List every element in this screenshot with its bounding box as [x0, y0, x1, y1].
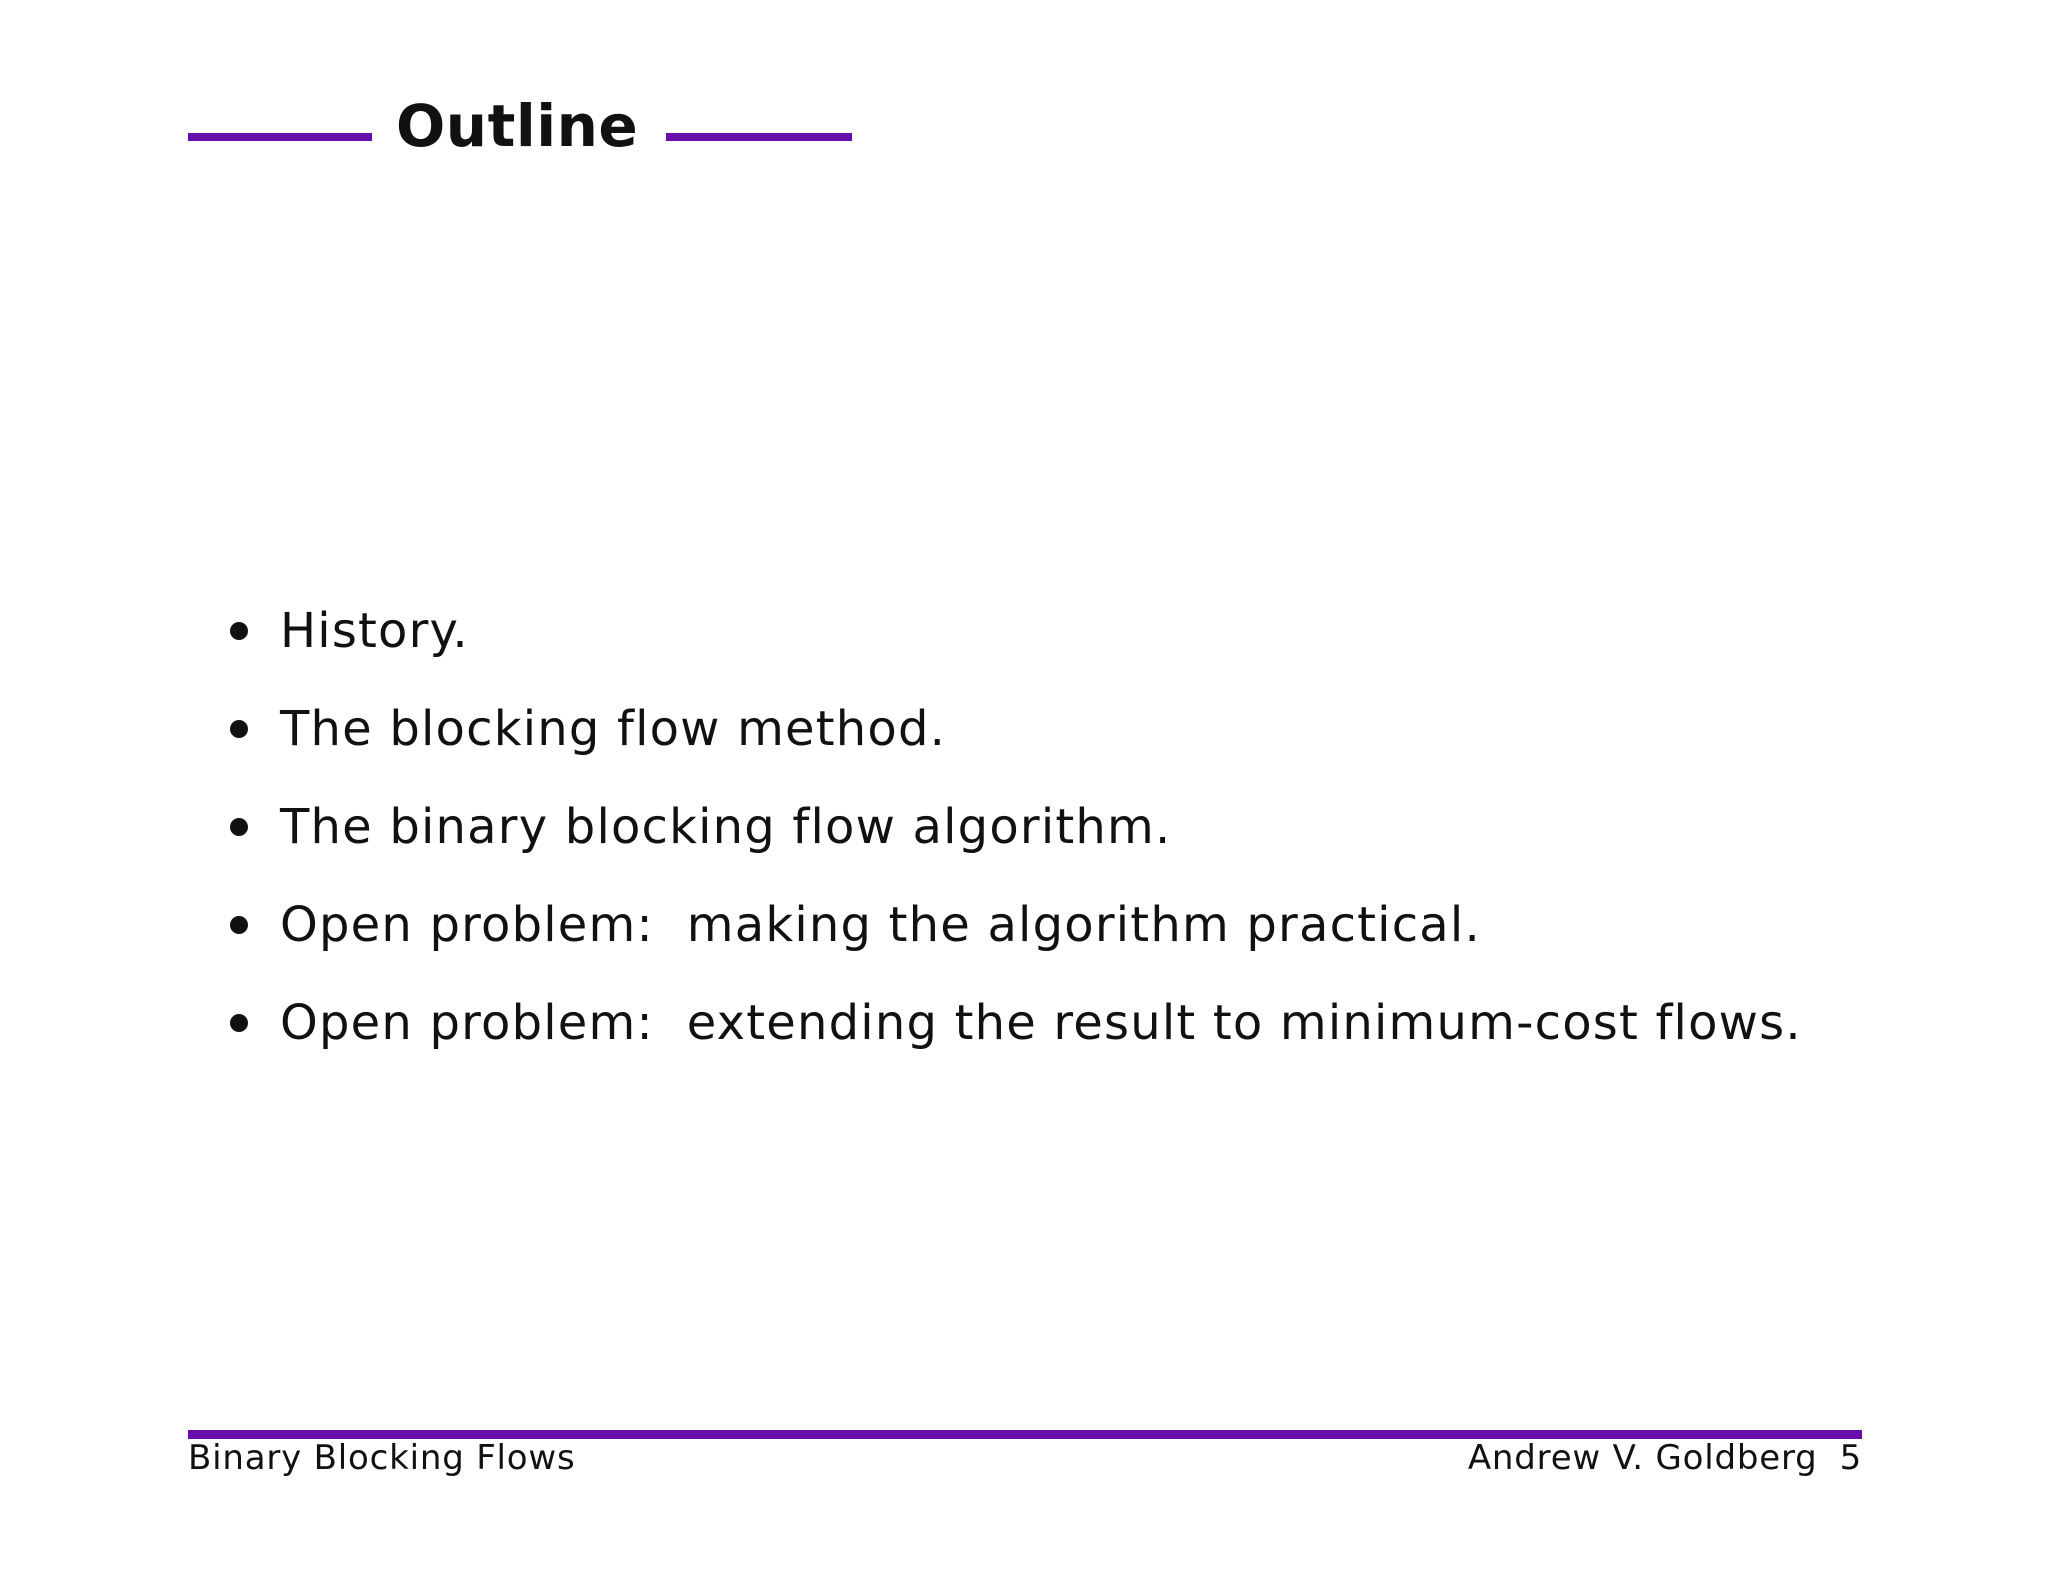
bullet-icon [230, 622, 248, 640]
page-number: 5 [1839, 1438, 1862, 1478]
bullet-list [230, 582, 1802, 1072]
bullet-item [230, 876, 1802, 974]
bullet-text: The blocking flow method. [280, 701, 947, 757]
footer-author-page [1468, 1434, 1862, 1482]
bullet-icon [230, 1014, 248, 1032]
bullet-text: Open problem: making the algorithm practical. [280, 897, 1481, 953]
bullet-text: The binary blocking flow algorithm. [280, 799, 1172, 855]
bullet-icon [230, 720, 248, 738]
bullet-icon [230, 818, 248, 836]
bullet-item [230, 582, 1802, 680]
bullet-item [230, 680, 1802, 778]
bullet-text: Open problem: extending the result to minimum-cost flows. [280, 995, 1802, 1051]
title-rule-right [666, 133, 852, 141]
footer-author: Andrew V. Goldberg [1467, 1438, 1818, 1478]
title-row [188, 86, 852, 166]
footer-presentation-title: Binary Blocking Flows [188, 1438, 576, 1478]
slide-title: Outline [396, 92, 639, 160]
title-rule-left [188, 133, 372, 141]
bullet-text: History. [280, 603, 469, 659]
bullet-icon [230, 916, 248, 934]
bullet-item [230, 778, 1802, 876]
bullet-item [230, 974, 1802, 1072]
